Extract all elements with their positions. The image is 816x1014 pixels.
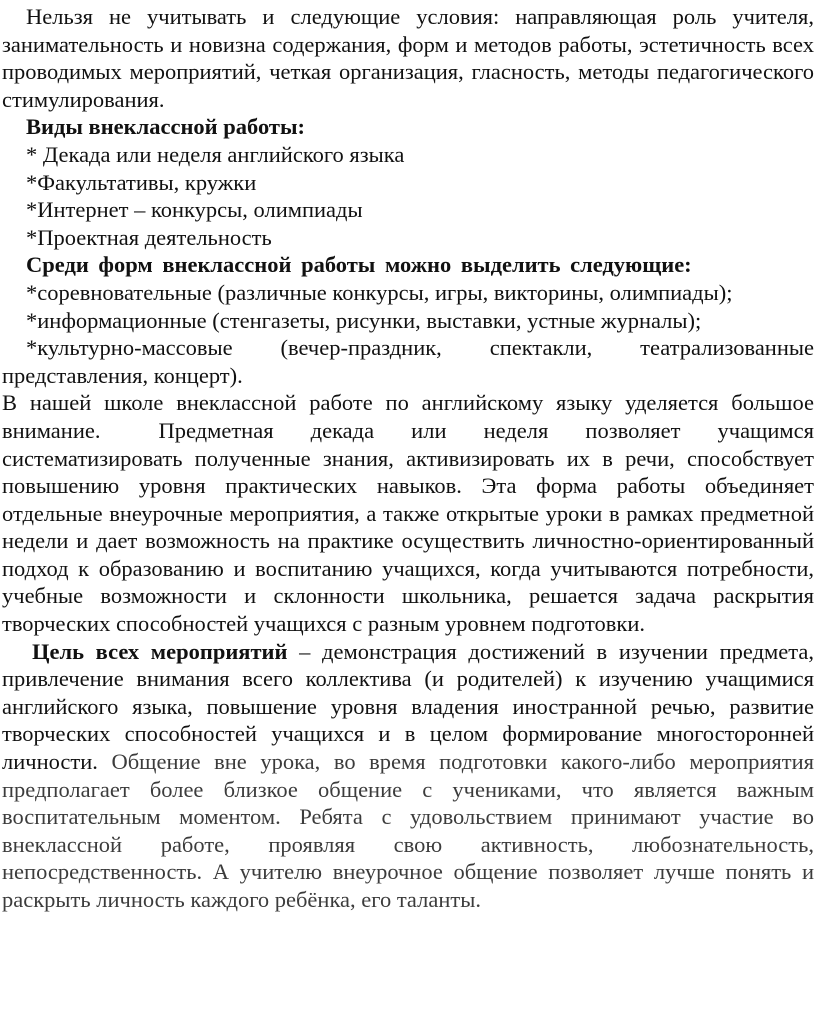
types-heading: Виды внеклассной работы: (26, 114, 306, 140)
school-paragraph-intro: В нашей школе внеклассной работе по английскому языку уделяется большое внимание. (2, 390, 814, 443)
intro-paragraph: Нельзя не учитывать и следующие условия: направляющая роль учителя, занимательность и новизна содержания, форм и методов работы, эстетичность всех проводимых мероприятий, четкая организация, гласность, методы педагогического стимулирования. (2, 4, 814, 112)
forms-list-item: *культурно-массовые (вечер-праздник, спектакли, театрализованные представления, концерт). (2, 335, 814, 388)
communication-text: Общение вне урока, во время подготовки какого-либо мероприятия предполагает более близкое общение с учениками, что является важным воспитательным моментом. Ребята с удовольствием принимают участие во внеклассной работе, проявляя свою активность, любознательность, непосредственность. А учителю внеурочное общение позволяет лучше понять и раскрыть личность каждого ребёнка, его таланты. (2, 749, 814, 912)
forms-heading: Среди форм внеклассной работы можно выделить следующие: (26, 252, 692, 278)
document-page (2, 3, 814, 914)
forms-list-item: *соревновательные (различные конкурсы, игры, викторины, олимпиады); (26, 279, 733, 305)
goal-label: Цель всех мероприятий (32, 638, 288, 664)
types-list-item: *Проектная деятельность (26, 224, 272, 250)
school-paragraph (2, 389, 814, 637)
goal-text: – демонстрация достижений в изучении предмета, привлечение внимания всего коллектива (и родителей) к изучению учащимися английского языка, повышение уровня владения иностранной речью, развитие творческих способностей учащихся и в целом формирование многосторонней личности. (2, 638, 814, 775)
forms-list-item: *информационные (стенгазеты, рисунки, выставки, устные журналы); (26, 307, 702, 333)
school-paragraph-body: Предметная декада или неделя позволяет учащимся систематизировать полученные знания, активизировать их в речи, способствует повышению уровня практических навыков. Эта форма работы объединяет отдельные внеурочные мероприятия, а также открытые уроки в рамках предметной недели и дает возможность на практике осуществить личностно-ориентированный подход к образованию и воспитанию учащихся, когда учитываются потребности, учебные возможности и склонности школьника, решается задача раскрытия творческих способностей учащихся с разным уровнем подготовки. (2, 417, 814, 637)
types-list-item: * Декада или неделя английского языка (26, 141, 405, 167)
types-list-item: *Интернет – конкурсы, олимпиады (26, 197, 363, 223)
types-list-item: *Факультативы, кружки (26, 169, 257, 195)
goal-paragraph (2, 638, 814, 914)
